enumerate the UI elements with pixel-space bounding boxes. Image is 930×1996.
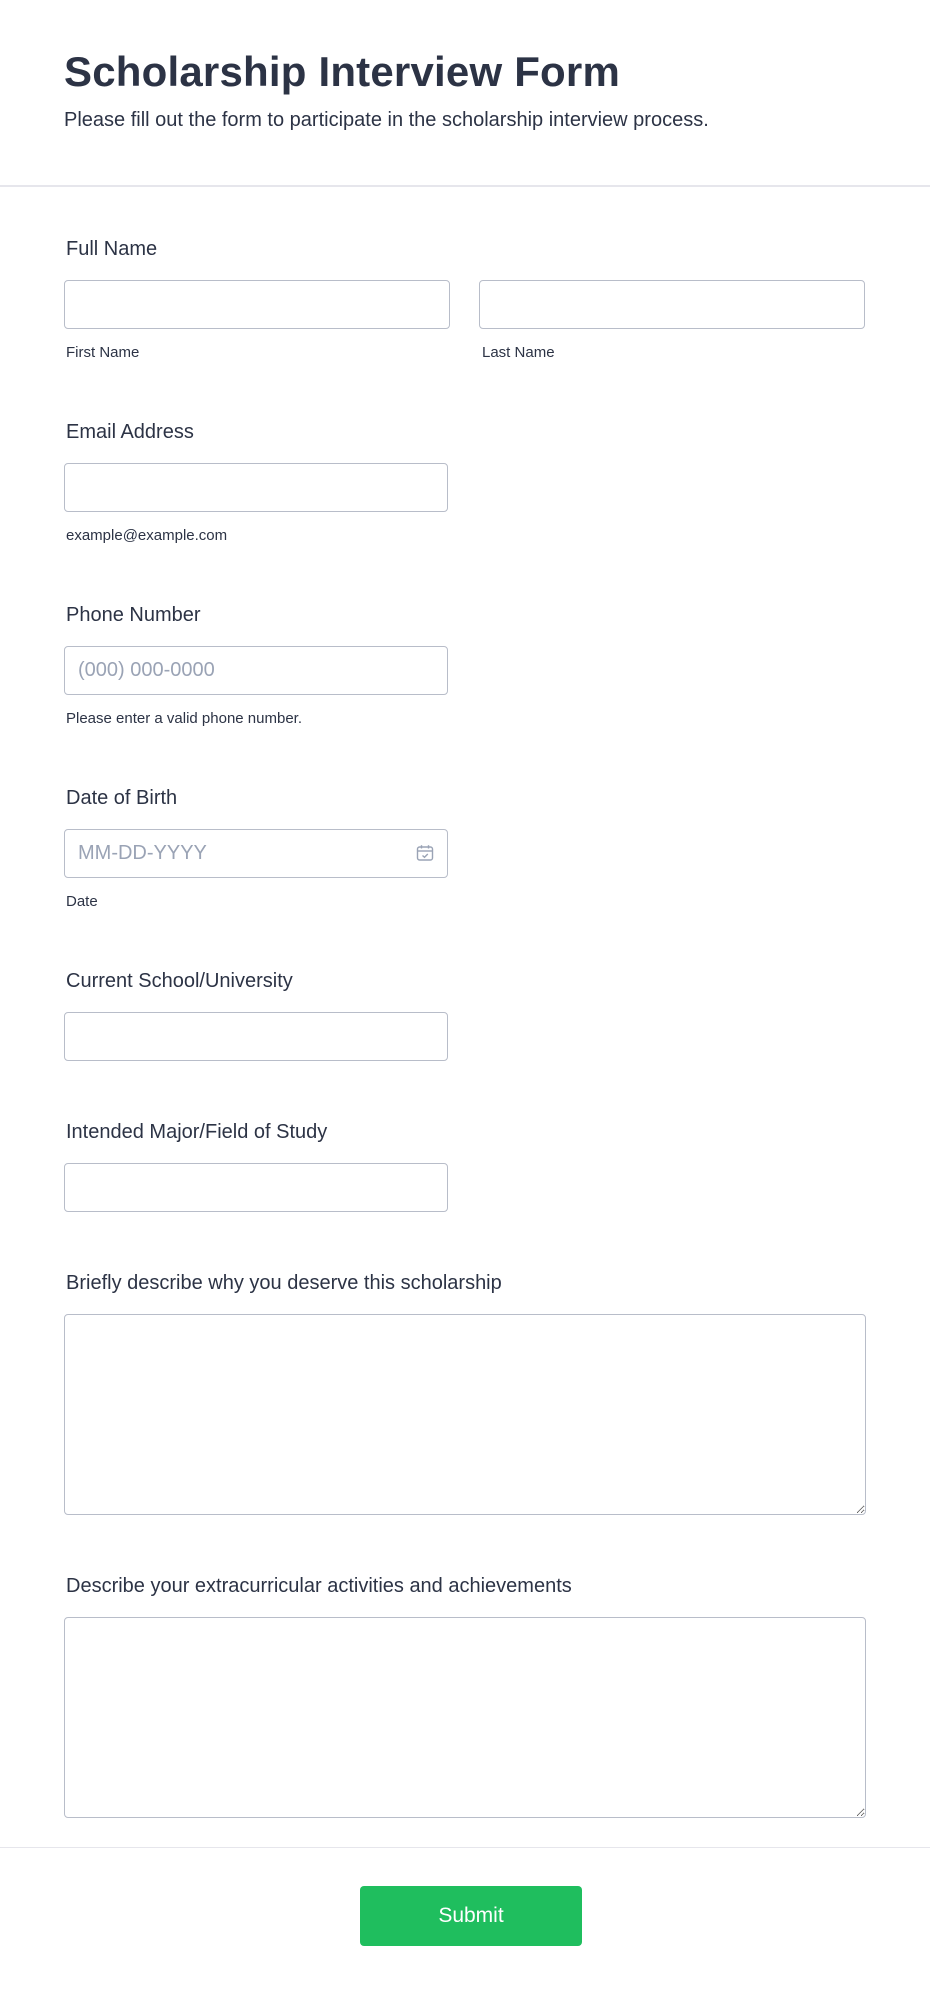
- email-sublabel: example@example.com: [66, 527, 228, 544]
- first-name-input[interactable]: [64, 280, 450, 329]
- phone-input[interactable]: [64, 646, 448, 695]
- first-name-sublabel: First Name: [66, 344, 140, 361]
- form-header: [0, 0, 930, 187]
- full-name-label: Full Name: [66, 238, 158, 260]
- school-label: Current School/University: [66, 970, 293, 992]
- last-name-sublabel: Last Name: [482, 344, 555, 361]
- form-subtitle: Please fill out the form to participate in the scholarship interview process.: [64, 109, 709, 131]
- last-name-input[interactable]: [479, 280, 865, 329]
- calendar-icon[interactable]: [416, 844, 434, 862]
- dob-field: [64, 829, 448, 878]
- phone-label: Phone Number: [66, 604, 201, 626]
- submit-button[interactable]: Submit: [360, 1886, 582, 1946]
- dob-sublabel: Date: [66, 893, 98, 910]
- dob-label: Date of Birth: [66, 787, 178, 809]
- why-deserve-textarea[interactable]: [64, 1314, 866, 1515]
- major-input[interactable]: [64, 1163, 448, 1212]
- why-deserve-label: Briefly describe why you deserve this scholarship: [66, 1272, 502, 1294]
- dob-input[interactable]: [64, 829, 448, 878]
- footer-divider: [0, 1847, 930, 1848]
- extracurricular-textarea[interactable]: [64, 1617, 866, 1818]
- email-input[interactable]: [64, 463, 448, 512]
- school-input[interactable]: [64, 1012, 448, 1061]
- email-label: Email Address: [66, 421, 194, 443]
- extracurricular-label: Describe your extracurricular activities and achievements: [66, 1575, 572, 1597]
- form-title: Scholarship Interview Form: [64, 48, 620, 95]
- major-label: Intended Major/Field of Study: [66, 1121, 328, 1143]
- phone-sublabel: Please enter a valid phone number.: [66, 710, 302, 727]
